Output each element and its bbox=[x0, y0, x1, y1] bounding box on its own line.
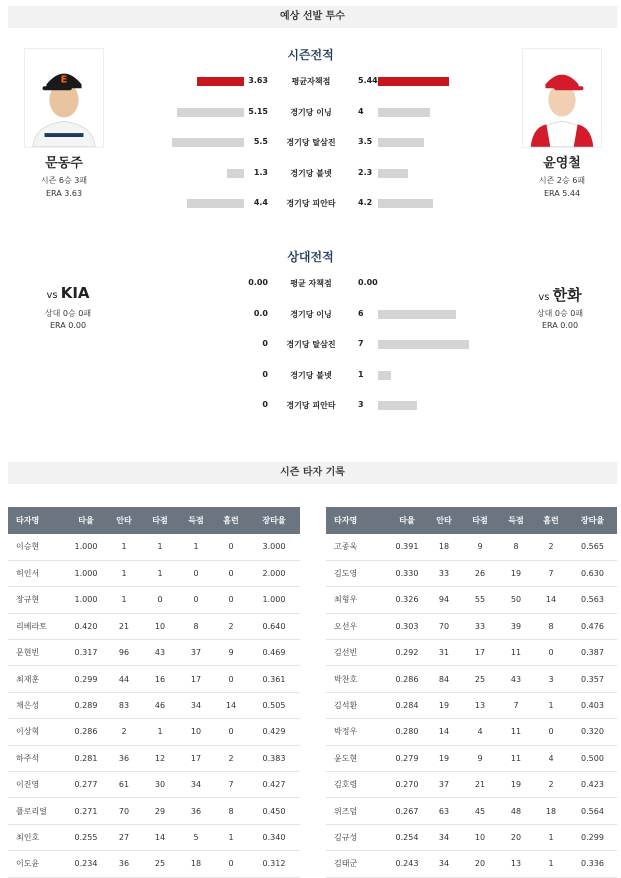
column-header[interactable]: 타점 bbox=[462, 507, 498, 534]
table-row[interactable] bbox=[326, 851, 617, 877]
stat-cell: 0.330 bbox=[388, 560, 426, 586]
batter-name-cell[interactable]: 채은성 bbox=[8, 692, 66, 718]
stat-cell: 17 bbox=[178, 666, 214, 692]
left-batters-table bbox=[8, 507, 300, 878]
stat-cell: 21 bbox=[106, 613, 142, 639]
stat-label: 경기당 피안타 bbox=[286, 199, 336, 208]
batter-name-cell[interactable]: 이상혁 bbox=[8, 719, 66, 745]
stat-label: 경기당 이닝 bbox=[290, 107, 332, 117]
stat-cell: 2 bbox=[106, 719, 142, 745]
stat-cell: 0.254 bbox=[388, 824, 426, 850]
table-row[interactable] bbox=[8, 587, 300, 613]
season_stats-stat-row bbox=[0, 164, 621, 184]
right-stat-bar bbox=[378, 401, 417, 410]
stat-cell: 14 bbox=[214, 692, 248, 718]
stat-cell: 0 bbox=[214, 851, 248, 877]
stat-cell: 83 bbox=[106, 692, 142, 718]
stat-cell: 33 bbox=[426, 560, 462, 586]
stat-cell: 0.565 bbox=[568, 534, 617, 560]
column-header[interactable]: 타율 bbox=[66, 507, 106, 534]
right-stat-bar bbox=[378, 340, 469, 349]
stat-cell: 96 bbox=[106, 640, 142, 666]
stat-cell: 19 bbox=[498, 772, 534, 798]
batter-name-cell[interactable]: 오선우 bbox=[326, 613, 388, 639]
left-stat-value: 1.3 bbox=[253, 167, 268, 177]
stat-cell: 0.630 bbox=[568, 560, 617, 586]
stat-cell: 36 bbox=[106, 745, 142, 771]
stat-cell: 0.500 bbox=[568, 745, 617, 771]
stat-cell: 26 bbox=[462, 560, 498, 586]
stat-cell: 0 bbox=[534, 719, 568, 745]
head-to-head-title: 상대전적 bbox=[287, 250, 334, 264]
stat-cell: 19 bbox=[426, 692, 462, 718]
stat-cell: 18 bbox=[178, 851, 214, 877]
stat-cell: 8 bbox=[534, 613, 568, 639]
table-row[interactable] bbox=[326, 719, 617, 745]
stat-cell: 55 bbox=[462, 587, 498, 613]
stat-cell: 17 bbox=[462, 640, 498, 666]
batter-name-cell[interactable]: 플로리얼 bbox=[8, 798, 66, 824]
stat-cell: 43 bbox=[142, 640, 178, 666]
table-row[interactable] bbox=[326, 772, 617, 798]
right-stat-bar bbox=[378, 108, 430, 117]
left-stat-bar bbox=[187, 199, 244, 208]
batter-name-cell[interactable]: 문현빈 bbox=[8, 640, 66, 666]
batter-name-cell[interactable]: 김선빈 bbox=[326, 640, 388, 666]
stat-cell: 10 bbox=[462, 824, 498, 850]
batter-name-cell[interactable]: 고종욱 bbox=[326, 534, 388, 560]
stat-cell: 0.427 bbox=[248, 772, 300, 798]
table-row[interactable] bbox=[326, 666, 617, 692]
stat-cell: 17 bbox=[178, 745, 214, 771]
stat-cell: 25 bbox=[462, 666, 498, 692]
right-batters-table bbox=[326, 507, 617, 878]
stat-label: 경기당 피안타 bbox=[286, 401, 336, 410]
batter-name-cell[interactable]: 박찬호 bbox=[326, 666, 388, 692]
left-vs-record: 상대 0승 0패 bbox=[44, 309, 92, 318]
stat-cell: 8 bbox=[214, 798, 248, 824]
stat-cell: 9 bbox=[462, 534, 498, 560]
stat-cell: 0.299 bbox=[66, 666, 106, 692]
left-vs-label: vs bbox=[46, 290, 58, 301]
stat-cell: 4 bbox=[534, 745, 568, 771]
probable-pitchers-header: 예상 선발 투수 bbox=[8, 6, 617, 28]
right-vs-label: vs bbox=[538, 292, 550, 303]
right-stat-bar bbox=[378, 199, 433, 208]
stat-cell: 4 bbox=[462, 719, 498, 745]
stat-cell: 9 bbox=[214, 640, 248, 666]
stat-cell: 2 bbox=[214, 613, 248, 639]
table-row[interactable] bbox=[8, 666, 300, 692]
vs_stats-stat-row bbox=[0, 335, 621, 355]
table-row[interactable] bbox=[8, 745, 300, 771]
batter-name-cell[interactable]: 최형우 bbox=[326, 587, 388, 613]
right-stat-bar bbox=[378, 310, 456, 319]
vs_stats-stat-row bbox=[0, 274, 621, 294]
stat-cell: 11 bbox=[498, 745, 534, 771]
stat-cell: 0.281 bbox=[66, 745, 106, 771]
left-stat-bar bbox=[197, 77, 244, 86]
table-row[interactable] bbox=[8, 824, 300, 850]
column-header[interactable]: 타점 bbox=[142, 507, 178, 534]
stat-cell: 0.312 bbox=[248, 851, 300, 877]
stat-cell: 0.476 bbox=[568, 613, 617, 639]
stat-label: 경기당 볼넷 bbox=[290, 370, 332, 380]
stat-cell: 13 bbox=[462, 692, 498, 718]
right-stat-bar bbox=[378, 138, 424, 147]
column-header[interactable]: 홈런 bbox=[534, 507, 568, 534]
stat-cell: 0.357 bbox=[568, 666, 617, 692]
right-stat-value: 3 bbox=[358, 400, 364, 409]
stat-cell: 36 bbox=[178, 798, 214, 824]
batter-name-cell[interactable]: 이도윤 bbox=[8, 851, 66, 877]
stat-cell: 2 bbox=[534, 534, 568, 560]
right-stat-value: 1 bbox=[358, 369, 364, 379]
stat-cell: 13 bbox=[498, 851, 534, 877]
stat-cell: 10 bbox=[142, 613, 178, 639]
batter-name-cell[interactable]: 최인호 bbox=[8, 824, 66, 850]
column-header[interactable]: 득점 bbox=[498, 507, 534, 534]
left-stat-value: 0.00 bbox=[248, 278, 268, 287]
stat-cell: 0 bbox=[214, 587, 248, 613]
stat-cell: 8 bbox=[498, 534, 534, 560]
stat-cell: 34 bbox=[426, 851, 462, 877]
stat-cell: 0 bbox=[214, 560, 248, 586]
right-vs-era: ERA 0.00 bbox=[541, 321, 579, 330]
stat-label: 경기당 탈삼진 bbox=[286, 340, 336, 349]
stat-cell: 1 bbox=[142, 534, 178, 560]
stat-cell: 1.000 bbox=[66, 560, 106, 586]
right-stat-value: 0.00 bbox=[358, 278, 378, 287]
stat-cell: 45 bbox=[462, 798, 498, 824]
left-stat-value: 0 bbox=[262, 369, 268, 379]
stat-cell: 94 bbox=[426, 587, 462, 613]
stat-cell: 30 bbox=[142, 772, 178, 798]
table-row[interactable] bbox=[326, 692, 617, 718]
stat-cell: 12 bbox=[142, 745, 178, 771]
stat-cell: 0.563 bbox=[568, 587, 617, 613]
stat-cell: 18 bbox=[426, 534, 462, 560]
stat-cell: 0.336 bbox=[568, 851, 617, 877]
season-batters-header: 시즌 타자 기록 bbox=[8, 462, 617, 484]
stat-label: 평균 자책점 bbox=[290, 279, 332, 288]
stat-cell: 34 bbox=[426, 824, 462, 850]
batter-name-cell[interactable]: 이승현 bbox=[8, 534, 66, 560]
season_stats-stat-row bbox=[0, 103, 621, 123]
stat-cell: 0 bbox=[214, 666, 248, 692]
left-pitcher-record: 시즌 6승 3패 bbox=[40, 176, 88, 185]
stat-cell: 0.420 bbox=[66, 613, 106, 639]
stat-cell: 1 bbox=[142, 719, 178, 745]
stat-cell: 2 bbox=[534, 772, 568, 798]
left-stat-value: 5.5 bbox=[253, 137, 268, 146]
stat-cell: 9 bbox=[462, 745, 498, 771]
left-stat-value: 0.0 bbox=[253, 308, 268, 318]
right-stat-value: 7 bbox=[358, 339, 364, 348]
left-stat-bar bbox=[172, 138, 244, 147]
stat-cell: 0.279 bbox=[388, 745, 426, 771]
table-row[interactable] bbox=[8, 640, 300, 666]
stat-cell: 37 bbox=[178, 640, 214, 666]
stat-cell: 0 bbox=[214, 719, 248, 745]
stat-cell: 0.286 bbox=[388, 666, 426, 692]
season_stats-stat-row bbox=[0, 194, 621, 214]
stat-cell: 11 bbox=[498, 640, 534, 666]
stat-cell: 18 bbox=[534, 798, 568, 824]
stat-cell: 1 bbox=[178, 534, 214, 560]
right-stat-bar bbox=[378, 77, 449, 86]
batter-name-cell[interactable]: 리베라토 bbox=[8, 613, 66, 639]
table-row[interactable] bbox=[8, 719, 300, 745]
stat-cell: 0.450 bbox=[248, 798, 300, 824]
stat-label: 평균자책점 bbox=[291, 77, 331, 86]
stat-cell: 0.469 bbox=[248, 640, 300, 666]
vs_stats-stat-row bbox=[0, 305, 621, 325]
stat-cell: 46 bbox=[142, 692, 178, 718]
stat-cell: 0 bbox=[214, 534, 248, 560]
stat-cell: 1.000 bbox=[66, 534, 106, 560]
left-pitcher-name[interactable]: 문동주 bbox=[45, 156, 83, 171]
stat-cell: 37 bbox=[426, 772, 462, 798]
batter-name-cell[interactable]: 허인서 bbox=[8, 560, 66, 586]
stat-cell: 7 bbox=[498, 692, 534, 718]
column-header[interactable]: 장타율 bbox=[568, 507, 617, 534]
stat-cell: 0.234 bbox=[66, 851, 106, 877]
stat-cell: 84 bbox=[426, 666, 462, 692]
batter-name-cell[interactable]: 장규현 bbox=[8, 587, 66, 613]
batter-name-cell[interactable]: 김도영 bbox=[326, 560, 388, 586]
stat-cell: 0.326 bbox=[388, 587, 426, 613]
table-row[interactable] bbox=[8, 772, 300, 798]
column-header[interactable]: 득점 bbox=[178, 507, 214, 534]
stat-cell: 1 bbox=[534, 851, 568, 877]
left-stat-value: 4.4 bbox=[253, 198, 268, 207]
season-record-title: 시즌전적 bbox=[287, 48, 334, 62]
batter-name-cell[interactable]: 최재훈 bbox=[8, 666, 66, 692]
stat-cell: 0.292 bbox=[388, 640, 426, 666]
table-row[interactable] bbox=[326, 613, 617, 639]
stat-cell: 48 bbox=[498, 798, 534, 824]
table-row[interactable] bbox=[8, 798, 300, 824]
stat-cell: 0.564 bbox=[568, 798, 617, 824]
right-stat-value: 3.5 bbox=[358, 137, 373, 146]
stat-cell: 1 bbox=[106, 587, 142, 613]
stat-cell: 0 bbox=[178, 587, 214, 613]
stat-cell: 20 bbox=[462, 851, 498, 877]
column-header[interactable]: 장타율 bbox=[248, 507, 300, 534]
stat-cell: 0 bbox=[534, 640, 568, 666]
stat-cell: 34 bbox=[178, 692, 214, 718]
stat-cell: 0.299 bbox=[568, 824, 617, 850]
stat-cell: 0.640 bbox=[248, 613, 300, 639]
stat-cell: 36 bbox=[106, 851, 142, 877]
right-stat-value: 5.44 bbox=[358, 76, 378, 85]
stat-cell: 1 bbox=[106, 534, 142, 560]
stat-cell: 0.284 bbox=[388, 692, 426, 718]
stat-cell: 43 bbox=[498, 666, 534, 692]
right-pitcher-record: 시즌 2승 6패 bbox=[538, 176, 586, 185]
right-pitcher-era: ERA 5.44 bbox=[543, 189, 581, 198]
stat-cell: 31 bbox=[426, 640, 462, 666]
table-row[interactable] bbox=[326, 798, 617, 824]
stat-cell: 0.243 bbox=[388, 851, 426, 877]
column-header[interactable]: 타율 bbox=[388, 507, 426, 534]
left-stat-value: 5.15 bbox=[248, 106, 268, 116]
stat-cell: 0.403 bbox=[568, 692, 617, 718]
stat-label: 경기당 탈삼진 bbox=[286, 138, 336, 147]
stat-cell: 1.000 bbox=[66, 587, 106, 613]
stat-cell: 1 bbox=[106, 560, 142, 586]
left-stat-value: 0 bbox=[262, 339, 268, 348]
stat-cell: 70 bbox=[426, 613, 462, 639]
stat-cell: 0.383 bbox=[248, 745, 300, 771]
stat-cell: 0.255 bbox=[66, 824, 106, 850]
stat-cell: 34 bbox=[178, 772, 214, 798]
stat-cell: 0.391 bbox=[388, 534, 426, 560]
stat-cell: 0.340 bbox=[248, 824, 300, 850]
right-stat-value: 6 bbox=[358, 308, 364, 318]
stat-cell: 33 bbox=[462, 613, 498, 639]
stat-cell: 0.271 bbox=[66, 798, 106, 824]
stat-cell: 7 bbox=[214, 772, 248, 798]
stat-label: 경기당 볼넷 bbox=[290, 168, 332, 178]
left-pitcher-era: ERA 3.63 bbox=[45, 189, 83, 198]
stat-cell: 21 bbox=[462, 772, 498, 798]
stat-cell: 0.429 bbox=[248, 719, 300, 745]
table-row[interactable] bbox=[326, 640, 617, 666]
stat-cell: 0.317 bbox=[66, 640, 106, 666]
stat-cell: 19 bbox=[426, 745, 462, 771]
left-stat-value: 3.63 bbox=[248, 76, 268, 85]
stat-cell: 0.270 bbox=[388, 772, 426, 798]
stat-cell: 19 bbox=[498, 560, 534, 586]
stat-cell: 0.303 bbox=[388, 613, 426, 639]
stat-cell: 2.000 bbox=[248, 560, 300, 586]
column-header[interactable]: 타자명 bbox=[8, 507, 66, 534]
stat-cell: 50 bbox=[498, 587, 534, 613]
stat-cell: 1 bbox=[214, 824, 248, 850]
stat-cell: 0.361 bbox=[248, 666, 300, 692]
stat-cell: 14 bbox=[426, 719, 462, 745]
season_stats-stat-row bbox=[0, 72, 621, 92]
vs_stats-stat-row bbox=[0, 366, 621, 386]
season_stats-stat-row bbox=[0, 133, 621, 153]
stat-cell: 11 bbox=[498, 719, 534, 745]
stat-cell: 1 bbox=[534, 692, 568, 718]
stat-cell: 1.000 bbox=[248, 587, 300, 613]
stat-cell: 70 bbox=[106, 798, 142, 824]
column-header[interactable]: 안타 bbox=[106, 507, 142, 534]
stat-cell: 10 bbox=[178, 719, 214, 745]
stat-cell: 20 bbox=[498, 824, 534, 850]
table-row[interactable] bbox=[326, 534, 617, 560]
stat-cell: 63 bbox=[426, 798, 462, 824]
stat-cell: 0.280 bbox=[388, 719, 426, 745]
stat-cell: 7 bbox=[534, 560, 568, 586]
stat-cell: 14 bbox=[534, 587, 568, 613]
stat-cell: 0.320 bbox=[568, 719, 617, 745]
batter-name-cell[interactable]: 김태군 bbox=[326, 851, 388, 877]
table-row[interactable] bbox=[326, 587, 617, 613]
stat-cell: 0 bbox=[142, 587, 178, 613]
stat-cell: 44 bbox=[106, 666, 142, 692]
vs_stats-stat-row bbox=[0, 396, 621, 416]
column-header[interactable]: 안타 bbox=[426, 507, 462, 534]
stat-cell: 0.289 bbox=[66, 692, 106, 718]
table-row[interactable] bbox=[8, 692, 300, 718]
right-stat-value: 4 bbox=[358, 106, 364, 116]
right-stat-value: 2.3 bbox=[358, 167, 373, 177]
batter-name-cell[interactable]: 김규성 bbox=[326, 824, 388, 850]
left-stat-value: 0 bbox=[262, 400, 268, 409]
right-stat-value: 4.2 bbox=[358, 198, 373, 207]
left-vs-era: ERA 0.00 bbox=[49, 321, 87, 330]
table-row[interactable] bbox=[8, 560, 300, 586]
stat-cell: 39 bbox=[498, 613, 534, 639]
stat-cell: 61 bbox=[106, 772, 142, 798]
right-vs-team-name: 한화 bbox=[552, 286, 582, 304]
svg-text:E: E bbox=[60, 74, 68, 86]
stat-cell: 0.387 bbox=[568, 640, 617, 666]
stat-cell: 1 bbox=[142, 560, 178, 586]
stat-cell: 0.267 bbox=[388, 798, 426, 824]
stat-cell: 3 bbox=[534, 666, 568, 692]
batter-name-cell[interactable]: 하주석 bbox=[8, 745, 66, 771]
stat-cell: 0.423 bbox=[568, 772, 617, 798]
table-row[interactable] bbox=[326, 745, 617, 771]
stat-cell: 16 bbox=[142, 666, 178, 692]
table-row[interactable] bbox=[326, 560, 617, 586]
right-vs-record: 상대 0승 0패 bbox=[536, 309, 584, 318]
table-row[interactable] bbox=[8, 534, 300, 560]
stat-cell: 0.505 bbox=[248, 692, 300, 718]
stat-cell: 14 bbox=[142, 824, 178, 850]
table-row[interactable] bbox=[326, 824, 617, 850]
right-stat-bar bbox=[378, 371, 391, 380]
stat-cell: 0.277 bbox=[66, 772, 106, 798]
column-header[interactable]: 타자명 bbox=[326, 507, 388, 534]
table-row[interactable] bbox=[8, 851, 300, 877]
stat-cell: 0 bbox=[178, 560, 214, 586]
batter-name-cell[interactable]: 박정우 bbox=[326, 719, 388, 745]
stat-cell: 2 bbox=[214, 745, 248, 771]
batter-name-cell[interactable]: 윤도현 bbox=[326, 745, 388, 771]
table-header-row bbox=[8, 507, 300, 534]
left-stat-bar bbox=[177, 108, 244, 117]
stat-cell: 27 bbox=[106, 824, 142, 850]
right-stat-bar bbox=[378, 169, 408, 178]
column-header[interactable]: 홈런 bbox=[214, 507, 248, 534]
batter-name-cell[interactable]: 김호령 bbox=[326, 772, 388, 798]
stat-cell: 3.000 bbox=[248, 534, 300, 560]
table-header-row bbox=[326, 507, 617, 534]
stat-cell: 8 bbox=[178, 613, 214, 639]
stat-cell: 29 bbox=[142, 798, 178, 824]
left-vs-team-name: KIA bbox=[60, 284, 90, 302]
table-row[interactable] bbox=[8, 613, 300, 639]
batter-name-cell[interactable]: 이진영 bbox=[8, 772, 66, 798]
stat-cell: 25 bbox=[142, 851, 178, 877]
batter-name-cell[interactable]: 김석환 bbox=[326, 692, 388, 718]
right-pitcher-name[interactable]: 윤영철 bbox=[543, 156, 581, 171]
batter-name-cell[interactable]: 위즈덤 bbox=[326, 798, 388, 824]
stat-cell: 1 bbox=[534, 824, 568, 850]
stat-label: 경기당 이닝 bbox=[290, 309, 332, 319]
stat-cell: 0.286 bbox=[66, 719, 106, 745]
stat-cell: 5 bbox=[178, 824, 214, 850]
